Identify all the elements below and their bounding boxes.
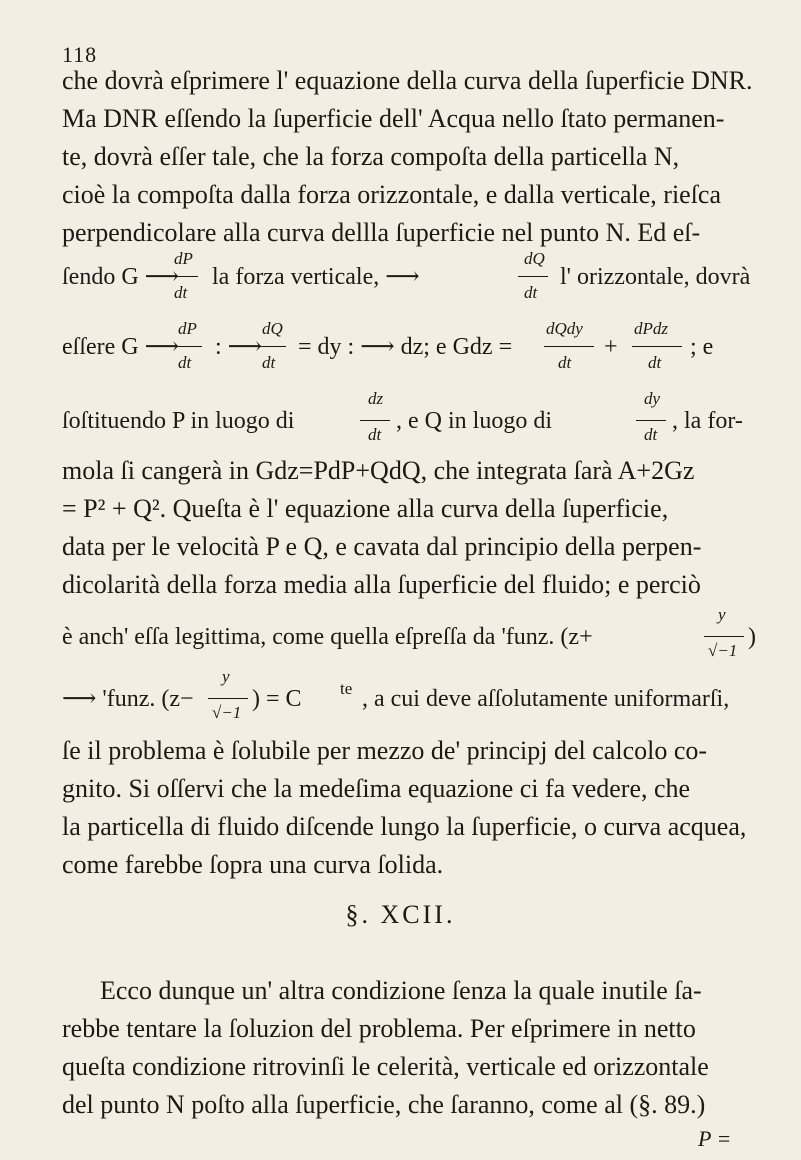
section-heading: §. XCII. bbox=[345, 900, 456, 929]
eq2-den-dt: dt bbox=[648, 353, 662, 372]
text-line: Ecco dunque un' altra condizione ſenza la quale inutile ſa- bbox=[100, 976, 702, 1005]
eq5-text-c: , a cui deve aſſolutamente uniformarſi, bbox=[362, 686, 730, 712]
text-line: data per le velocità P e Q, e cavata dal principio della perpen- bbox=[62, 532, 702, 561]
eq2-colon: : ⟶ bbox=[215, 334, 263, 360]
page-number: 118 bbox=[62, 42, 98, 67]
eq5-den: √−1 bbox=[212, 703, 242, 722]
eq5-text-b: ) = C bbox=[252, 686, 302, 712]
catchword: P = bbox=[698, 1126, 732, 1151]
eq2-middle: = dy : ⟶ dz; e Gdz = bbox=[298, 334, 513, 360]
text-line: dicolarità della forza media alla ſuperficie del fluido; e perciò bbox=[62, 570, 701, 599]
eq4-den: √−1 bbox=[708, 641, 738, 660]
text-line: Ma DNR eſſendo la ſuperficie dell' Acqua nello ſtato permanen- bbox=[62, 104, 725, 133]
eq2-den-dt: dt bbox=[262, 353, 276, 372]
text-line: che dovrà eſprimere l' equazione della curva della ſuperficie DNR. bbox=[62, 66, 753, 95]
eq2-num-dQ: dQ bbox=[262, 319, 283, 338]
eq3-suffix: , la for- bbox=[672, 408, 743, 434]
text-line: te, dovrà eſſer tale, che la forza compoſta della particella N, bbox=[62, 142, 680, 171]
eq4-text: è anch' eſſa legittima, come quella eſpreſſa da 'funz. (z+ bbox=[62, 624, 593, 650]
eq1-numerator-dP: dP bbox=[174, 249, 193, 268]
eq2-plus: + bbox=[604, 334, 618, 360]
eq1-prefix: ſendo G ⟶ bbox=[62, 264, 180, 290]
eq2-den-dt: dt bbox=[178, 353, 192, 372]
eq2-num-dPdz: dPdz bbox=[634, 319, 668, 338]
eq2-num-dQdy: dQdy bbox=[546, 319, 583, 338]
eq5-text-a: ⟶ 'funz. (z− bbox=[62, 686, 194, 712]
eq2-den-dt: dt bbox=[558, 353, 572, 372]
eq4-close: ) bbox=[748, 624, 756, 650]
text-line: la particella di fluido diſcende lungo la ſuperficie, o curva acquea, bbox=[62, 812, 747, 841]
eq3-den-dt: dt bbox=[368, 425, 382, 444]
eq1-middle: la forza verticale, ⟶ bbox=[212, 264, 420, 290]
eq3-middle: , e Q in luogo di bbox=[396, 408, 552, 434]
text-line: del punto N poſto alla ſuperficie, che ſaranno, come al (§. 89.) bbox=[62, 1090, 706, 1119]
text-line: gnito. Si oſſervi che la medeſima equazione ci fa vedere, che bbox=[62, 774, 691, 803]
eq5-sup: te bbox=[340, 679, 353, 698]
text-line: mola ſi cangerà in Gdz=PdP+QdQ, che integrata ſarà A+2Gz bbox=[62, 456, 695, 485]
text-line: = P² + Q². Queſta è l' equazione alla curva della ſuperficie, bbox=[62, 494, 669, 523]
eq4-num: y bbox=[718, 605, 726, 624]
eq2-suffix: ; e bbox=[690, 334, 714, 360]
text-line: rebbe tentare la ſoluzion del problema. Per eſprimere in netto bbox=[62, 1014, 696, 1043]
eq2-num-dP: dP bbox=[178, 319, 197, 338]
eq1-suffix: l' orizzontale, dovrà bbox=[560, 264, 751, 290]
eq1-numerator-dQ: dQ bbox=[524, 249, 545, 268]
eq1-denominator-dt: dt bbox=[174, 283, 188, 302]
eq3-num-dy: dy bbox=[644, 389, 661, 408]
eq2-prefix: eſſere G ⟶ bbox=[62, 334, 180, 360]
text-line: queſta condizione ritrovinſi le celerità, verticale ed orizzontale bbox=[62, 1052, 709, 1081]
eq3-prefix: ſoſtituendo P in luogo di bbox=[62, 408, 295, 434]
eq1-denominator-dt: dt bbox=[524, 283, 538, 302]
text-line: ſe il problema è ſolubile per mezzo de' principj del calcolo co- bbox=[62, 736, 708, 765]
eq5-num: y bbox=[222, 667, 230, 686]
text-line: perpendicolare alla curva dellla ſuperficie nel punto N. Ed eſ- bbox=[62, 218, 701, 247]
text-line: cioè la compoſta dalla forza orizzontale, e dalla verticale, rieſca bbox=[62, 180, 722, 209]
eq3-num-dz: dz bbox=[368, 389, 384, 408]
text-line: come farebbe ſopra una curva ſolida. bbox=[62, 850, 444, 879]
eq3-den-dt: dt bbox=[644, 425, 658, 444]
